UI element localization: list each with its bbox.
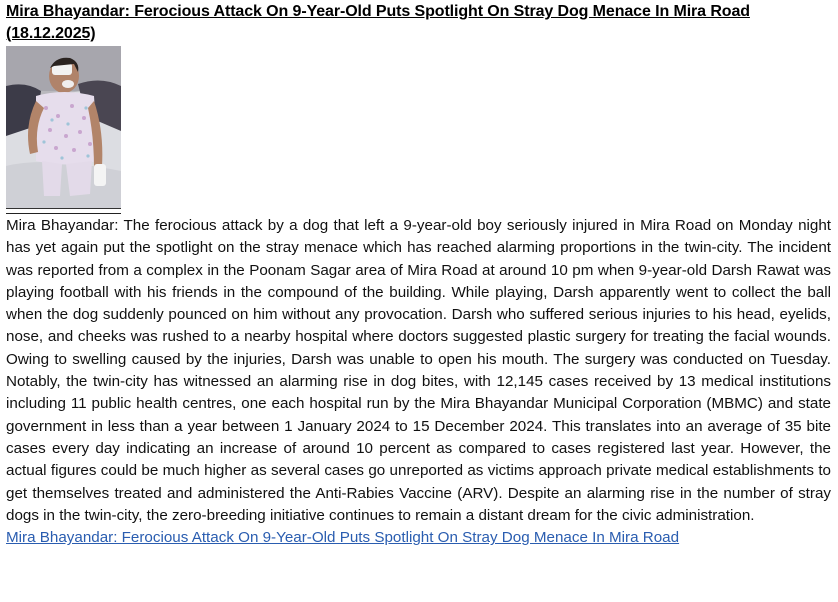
- photo-divider: [6, 213, 121, 214]
- article-body: Mira Bhayandar: The ferocious attack by a dog that left a 9-year-old boy seriously injured in Mira Road on Monday night has yet again put the spotlight on the stray menace which has reached alarming proportions in the twin-city. The incident was reported from a complex in the Poonam Sagar area of Mira Road at around 10 pm when 9-year-old Darsh Rawat was playing football with his friends in the compound of the building. While playing, Darsh apparently went to collect the ball when the dog suddenly pounced on him without any provocation. Darsh who suffered serious injuries to his head, eyelids, nose, and cheeks was rushed to a nearby hospital where doctors suggested plastic surgery for treating the facial wounds. Owing to swelling caused by the injuries, Darsh was unable to open his mouth. The surgery was conducted on Tuesday. Notably, the twin-city has witnessed an alarming rise in dog bites, with 12,145 cases received by 13 medical institutions including 11 public health centres, one each hospital run by the Mira Bhayandar Municipal Corporation (MBMC) and state government in less than a year between 1 January 2024 to 15 December 2024. This translates into an average of 35 bite cases every day indicating an increase of around 10 percent as compared to cases registered last year. However, the actual figures could be much higher as several cases go unreported as victims approach private medical establishments to get themselves treated and administered the Anti-Rabies Vaccine (ARV). Despite an alarming rise in the number of stray dogs in the twin-city, the zero-breeding initiative continues to remain a distant dream for the civic administration.: [6, 217, 831, 524]
- article-headline: [6, 0, 831, 45]
- headline-title: Mira Bhayandar: Ferocious Attack On 9-Year-Old Puts Spotlight On Stray Dog Menace In Mira Road: [6, 3, 750, 20]
- article-photo: [6, 46, 121, 209]
- injured-child-photo: [6, 46, 121, 208]
- article-source-link[interactable]: Mira Bhayandar: Ferocious Attack On 9-Year-Old Puts Spotlight On Stray Dog Menace In Mira Road: [6, 529, 680, 547]
- headline-date: (18.12.2025): [6, 25, 96, 42]
